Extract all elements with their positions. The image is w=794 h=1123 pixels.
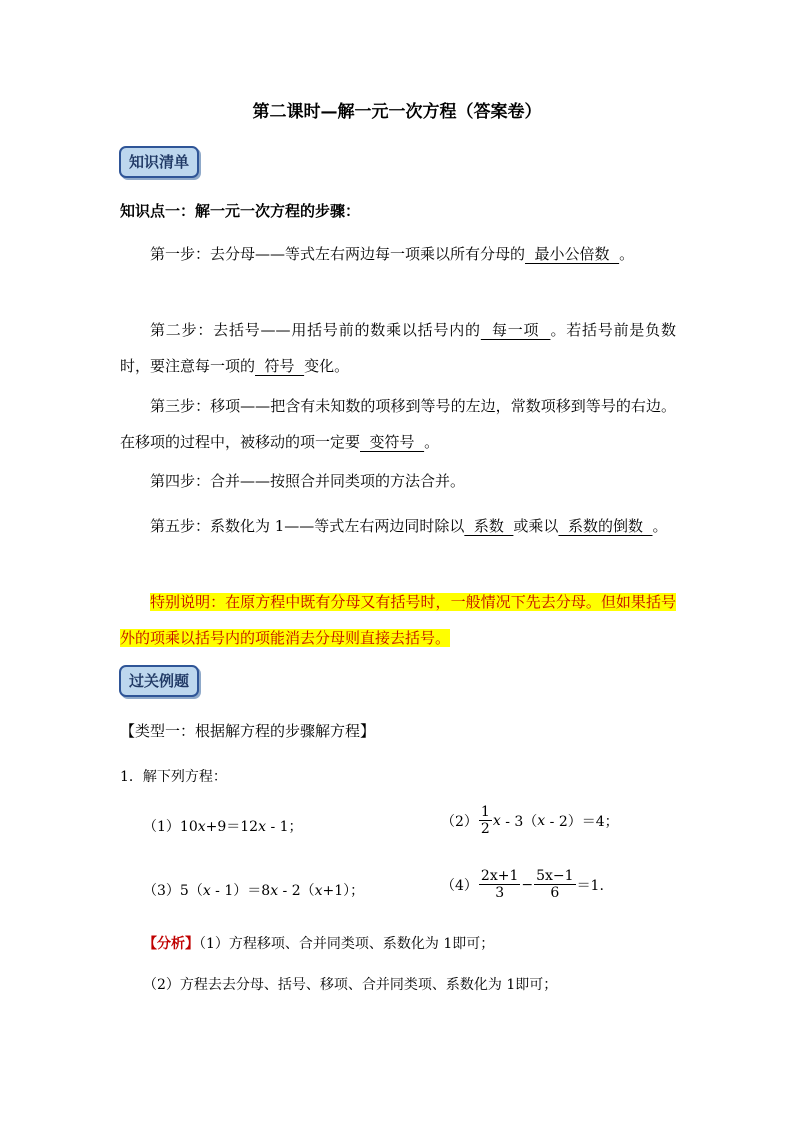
analysis-label: 【分析】	[143, 936, 199, 952]
type-heading: 【类型一：根据解方程的步骤解方程】	[120, 722, 376, 740]
equation-3	[143, 880, 364, 900]
step-2-end: 变化。	[304, 357, 350, 375]
step-2-mid: 。若括号前是负数时，要注意每一项的	[120, 321, 676, 375]
analysis-2: （2）方程去去分母、括号、移项、合并同类项、系数化为 1即可；	[143, 977, 558, 993]
step-2-answer-1: 每一项	[480, 321, 551, 339]
analysis-1	[143, 933, 494, 953]
step-3-text: 第三步：移项——把含有未知数的项移到等号的左边，常数项移到等号的右边。在移项的过程中，被移动的项一定要	[120, 397, 676, 451]
eq2-part: - 3（	[500, 814, 538, 830]
section-badge-examples: 过关例题	[119, 665, 199, 697]
page-title: 第二课时—解一元一次方程（答案卷）	[252, 102, 542, 122]
eq4-denominator-1: 3	[495, 885, 505, 901]
analysis-1-text: （1）方程移项、合并同类项、系数化为 1即可；	[199, 936, 495, 952]
step-5-answer-1: 系数	[464, 517, 514, 535]
eq1-part: - 1；	[266, 819, 303, 835]
step-1-text: 第一步：去分母——等式左右两边每一项乘以所有分母的	[150, 245, 526, 263]
step-5	[120, 508, 676, 544]
special-note-text: 特别说明：在原方程中既有分母又有括号时，一般情况下先去分母。但如果括号外的项乘以括号内的项能消去分母则直接去括号。	[120, 593, 676, 647]
special-note	[120, 584, 676, 656]
step-2-answer-2: 符号	[255, 357, 305, 375]
step-3-end: 。	[424, 433, 440, 451]
eq3-part: - 2（	[278, 883, 315, 899]
eq4-numerator-1: 2x+1	[480, 868, 519, 884]
eq3-var: x	[270, 883, 279, 899]
eq2-fraction	[479, 804, 492, 838]
eq2-part: （2）	[441, 814, 478, 830]
eq4-minus: −	[521, 877, 534, 893]
step-3-answer: 变符号	[360, 433, 425, 451]
eq4-fraction-2	[534, 868, 575, 902]
eq2-var: x	[492, 813, 501, 829]
step-4	[120, 463, 676, 499]
knowledge-point-heading: 知识点一：解一元一次方程的步骤：	[120, 202, 361, 220]
eq1-var: x	[197, 819, 206, 835]
eq3-part: （3）5（	[143, 883, 203, 899]
equation-1	[143, 816, 303, 836]
step-4-text: 第四步：合并——按照合并同类项的方法合并。	[150, 472, 466, 490]
eq3-part: - 1）＝8	[210, 883, 271, 899]
step-5-text: 第五步：系数化为 1——等式左右两边同时除以	[150, 517, 465, 535]
eq3-var: x	[314, 883, 323, 899]
step-1-answer: 最小公倍数	[525, 245, 620, 263]
eq2-part: - 2）＝4；	[545, 814, 619, 830]
step-1-end: 。	[619, 245, 635, 263]
step-2	[120, 312, 676, 384]
eq4-part: ＝1.	[576, 878, 604, 894]
question-1: 1．解下列方程：	[120, 769, 227, 785]
eq4-denominator-2: 6	[550, 885, 560, 901]
eq1-part: +9＝12	[205, 819, 259, 835]
eq4-fraction-1	[479, 868, 520, 902]
eq2-denominator: 2	[480, 821, 490, 837]
equation-4	[441, 868, 604, 902]
step-5-answer-2: 系数的倒数	[558, 517, 653, 535]
eq3-part: +1）；	[322, 883, 365, 899]
eq2-numerator: 1	[480, 804, 490, 820]
step-1	[120, 236, 676, 272]
step-5-end: 。	[652, 517, 668, 535]
eq1-part: （1）10	[143, 819, 198, 835]
eq3-var: x	[202, 883, 211, 899]
eq1-var: x	[258, 819, 266, 835]
equation-2	[441, 804, 619, 838]
section-badge-knowledge: 知识清单	[119, 146, 199, 178]
step-3	[120, 388, 676, 460]
eq2-var: x	[537, 813, 546, 829]
step-2-text: 第二步：去括号——用括号前的数乘以括号内的	[150, 321, 481, 339]
eq4-numerator-2: 5x−1	[536, 868, 574, 884]
eq4-part: （4）	[441, 878, 478, 894]
step-5-mid: 或乘以	[513, 517, 559, 535]
